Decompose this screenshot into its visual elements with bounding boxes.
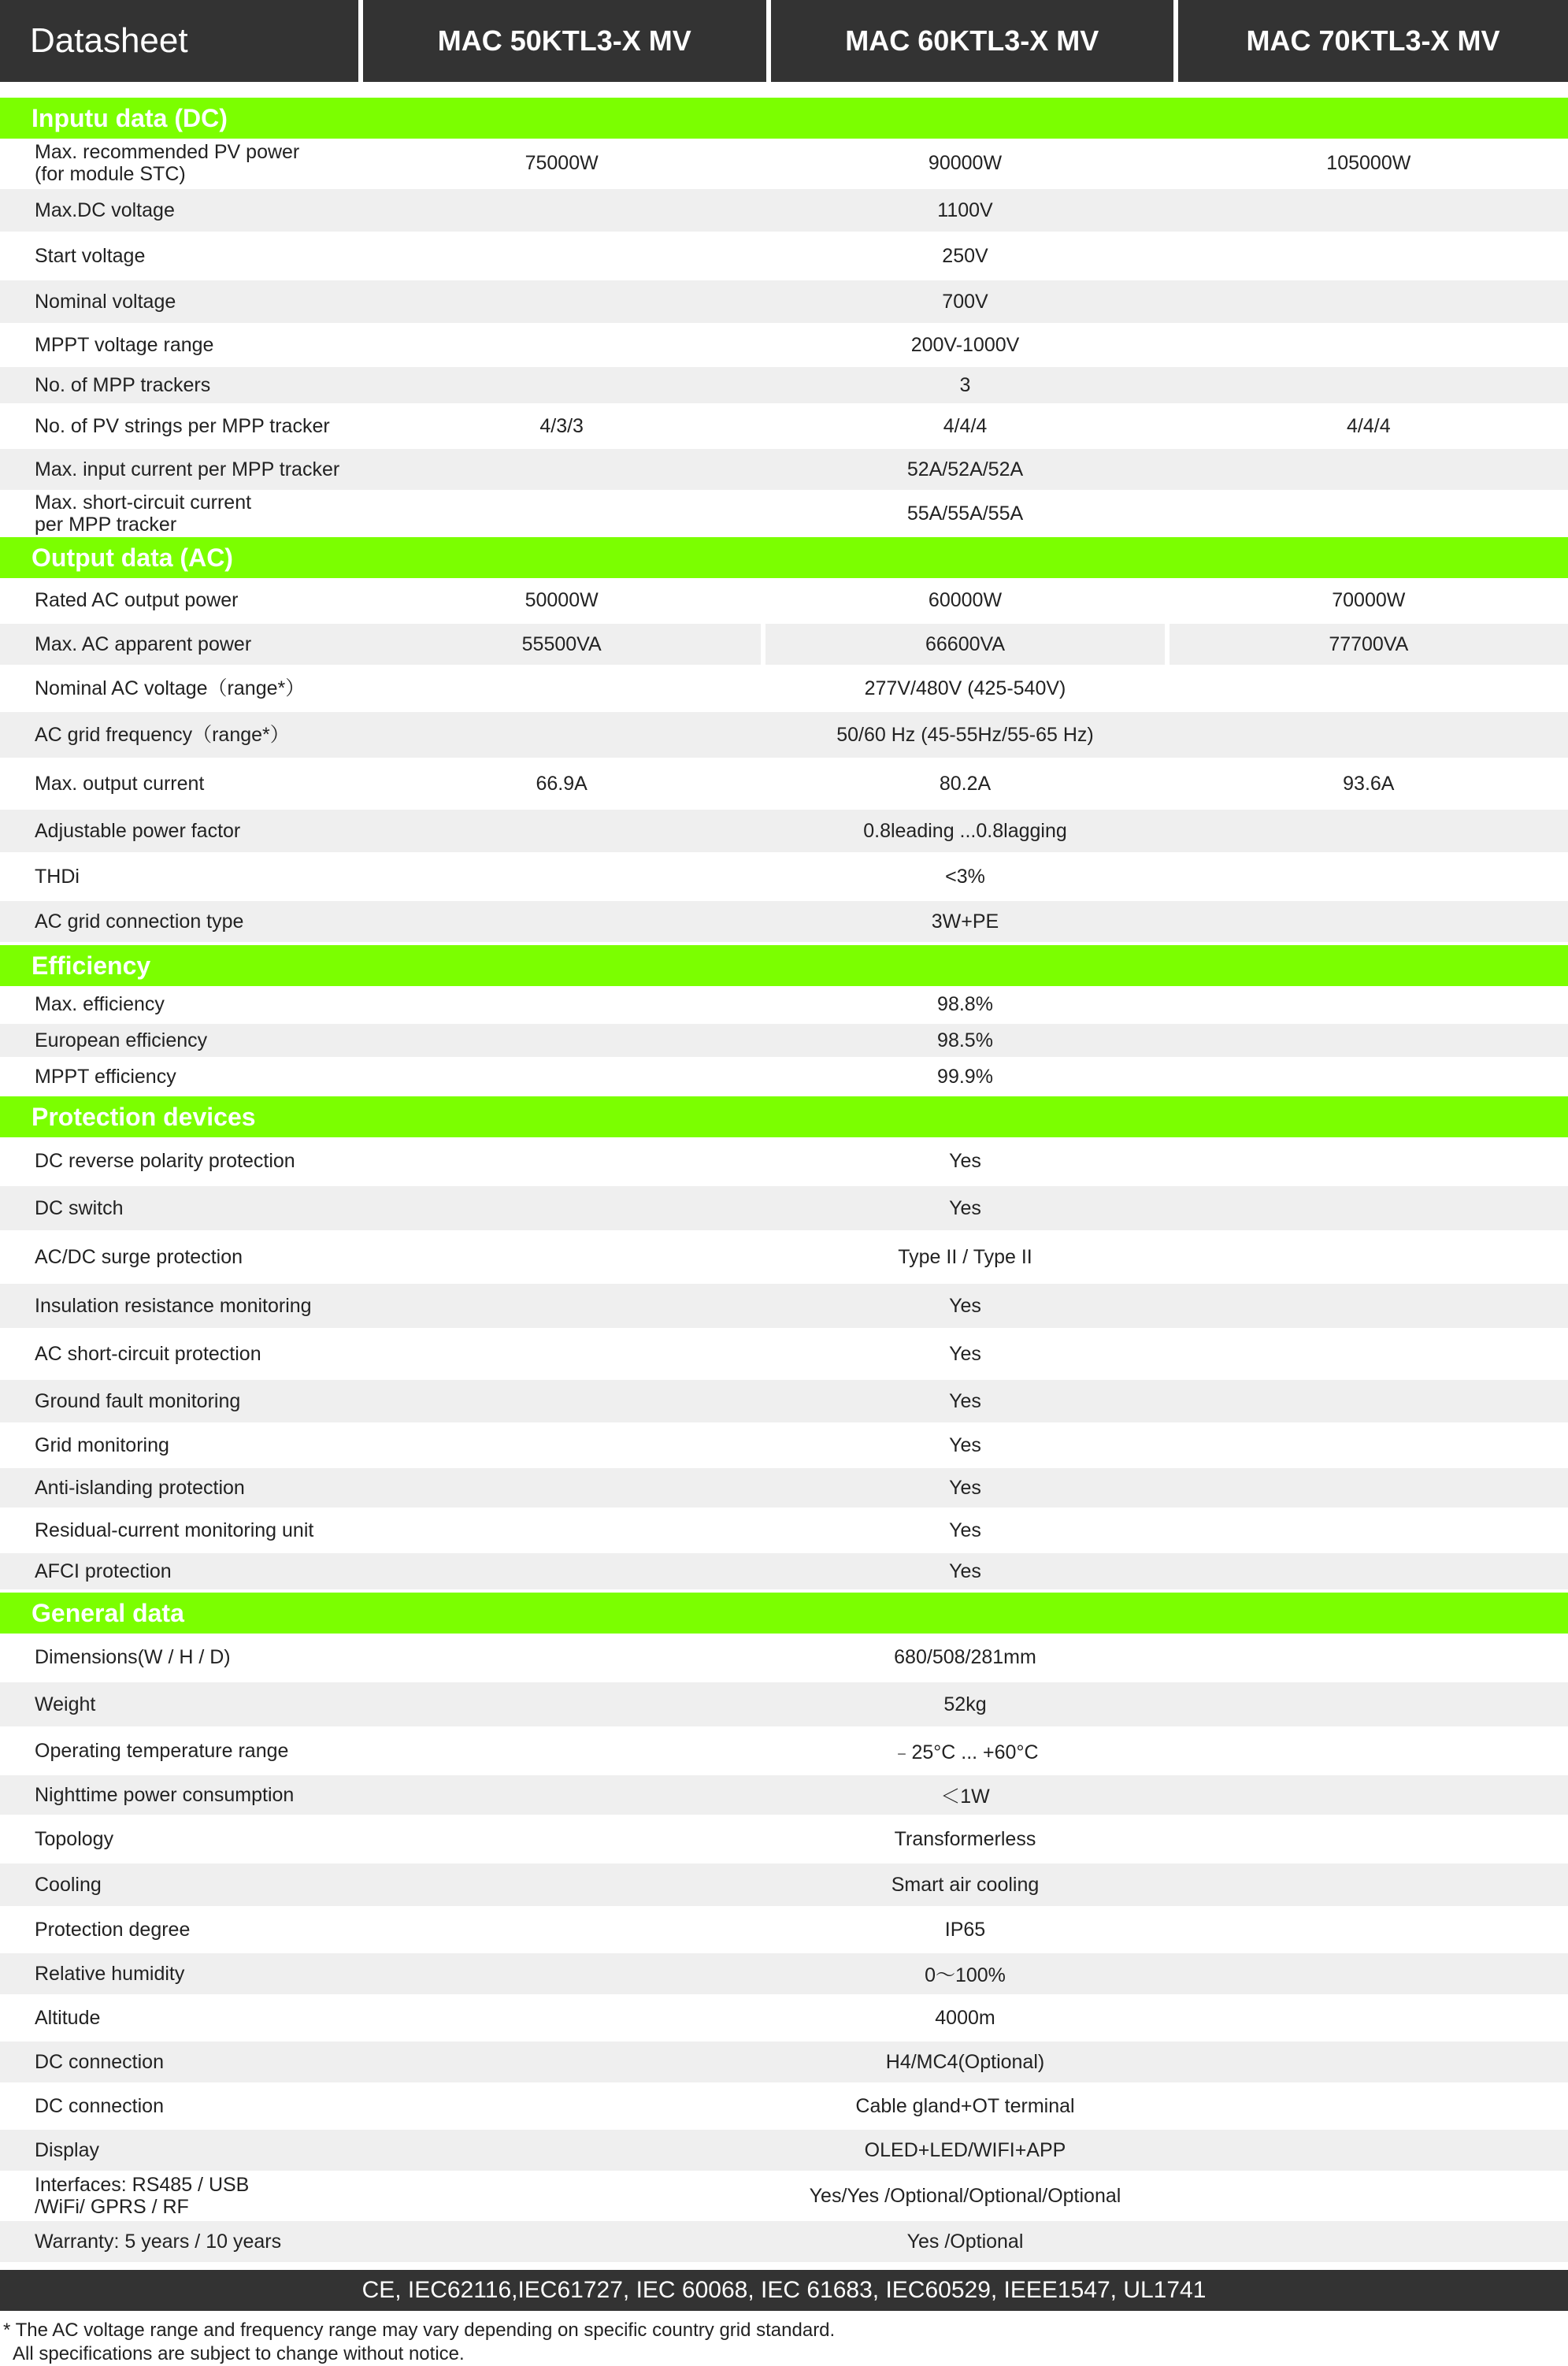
spec-value: 52kg xyxy=(362,1682,1568,1726)
spec-row xyxy=(0,624,1568,665)
spec-value: 4/4/4 xyxy=(1170,406,1568,446)
spec-value: 250V xyxy=(362,235,1568,277)
spec-label: Operating temperature range xyxy=(0,1730,362,1772)
spec-value: 3W+PE xyxy=(362,901,1568,942)
section-header: Protection devices xyxy=(0,1096,1568,1137)
spec-values xyxy=(362,624,1568,665)
spec-label: Topology xyxy=(0,1818,362,1860)
spec-value: 680/508/281mm xyxy=(362,1635,1568,1679)
spec-row xyxy=(0,1730,1568,1772)
spec-row xyxy=(0,2221,1568,2262)
spec-row xyxy=(0,668,1568,709)
spec-value: 277V/480V (425-540V) xyxy=(362,668,1568,709)
spec-label: Altitude xyxy=(0,1997,362,2038)
spec-row xyxy=(0,1864,1568,1906)
spec-values xyxy=(362,855,1568,898)
spec-values xyxy=(362,1331,1568,1377)
spec-row xyxy=(0,1331,1568,1377)
spec-row xyxy=(0,367,1568,403)
spec-values xyxy=(362,1775,1568,1815)
spec-row xyxy=(0,988,1568,1021)
spec-values xyxy=(362,1186,1568,1230)
notes xyxy=(0,2319,1568,2366)
spec-values xyxy=(362,1060,1568,1093)
spec-row xyxy=(0,1909,1568,1950)
spec-label: Nominal voltage xyxy=(0,280,362,323)
spec-value: 1100V xyxy=(362,189,1568,232)
spec-row xyxy=(0,1953,1568,1994)
spec-values xyxy=(362,2086,1568,2127)
section-header: Efficiency xyxy=(0,945,1568,986)
spec-value: 0.8leading ...0.8lagging xyxy=(362,810,1568,852)
spec-label: Warranty: 5 years / 10 years xyxy=(0,2221,362,2262)
spec-row xyxy=(0,280,1568,323)
note-line: All specifications are subject to change without notice. xyxy=(3,2343,465,2364)
spec-value: Yes xyxy=(362,1186,1568,1230)
spec-values xyxy=(362,1426,1568,1465)
spec-value: 77700VA xyxy=(1170,624,1568,665)
spec-values xyxy=(362,449,1568,490)
spec-value: 0～100% xyxy=(362,1953,1568,1994)
spec-values xyxy=(362,326,1568,364)
spec-row xyxy=(0,1818,1568,1860)
spec-label: Nominal AC voltage（range*） xyxy=(0,668,362,709)
spec-row xyxy=(0,2130,1568,2171)
spec-row xyxy=(0,1284,1568,1328)
spec-row xyxy=(0,1380,1568,1422)
spec-value: 55A/55A/55A xyxy=(362,493,1568,534)
spec-values xyxy=(362,1635,1568,1679)
spec-value: 105000W xyxy=(1170,140,1568,186)
spec-values xyxy=(362,1380,1568,1422)
datasheet-header xyxy=(0,0,1568,82)
spec-label: Insulation resistance monitoring xyxy=(0,1284,362,1328)
spec-values xyxy=(362,901,1568,942)
spec-row xyxy=(0,580,1568,621)
spec-label: Nighttime power consumption xyxy=(0,1775,362,1815)
spec-label: Adjustable power factor xyxy=(0,810,362,852)
spec-row xyxy=(0,1775,1568,1815)
spec-row xyxy=(0,1468,1568,1507)
spec-row xyxy=(0,326,1568,364)
spec-label: Relative humidity xyxy=(0,1953,362,1994)
spec-values xyxy=(362,280,1568,323)
spec-value: 60000W xyxy=(765,580,1164,621)
spec-row xyxy=(0,1511,1568,1550)
spec-label: DC connection xyxy=(0,2042,362,2082)
spec-value: 99.9% xyxy=(362,1060,1568,1093)
spec-row xyxy=(0,1060,1568,1093)
spec-row xyxy=(0,901,1568,942)
spec-value: 66600VA xyxy=(765,624,1164,665)
model-header-3: MAC 70KTL3-X MV xyxy=(1178,0,1568,82)
spec-value: <3% xyxy=(362,855,1568,898)
spec-row xyxy=(0,406,1568,446)
spec-label: AC grid connection type xyxy=(0,901,362,942)
spec-values xyxy=(362,1682,1568,1726)
section-header: Output data (AC) xyxy=(0,537,1568,578)
spec-label: AC grid frequency（range*） xyxy=(0,712,362,758)
spec-value: 98.5% xyxy=(362,1024,1568,1057)
spec-value: Yes xyxy=(362,1331,1568,1377)
spec-label: Protection degree xyxy=(0,1909,362,1950)
spec-values xyxy=(362,1468,1568,1507)
spec-row xyxy=(0,2086,1568,2127)
spec-values xyxy=(362,140,1568,186)
spec-value: Yes xyxy=(362,1553,1568,1589)
spec-values xyxy=(362,810,1568,852)
spec-values xyxy=(362,406,1568,446)
spec-value: 52A/52A/52A xyxy=(362,449,1568,490)
spec-value: 70000W xyxy=(1170,580,1568,621)
spec-values xyxy=(362,1284,1568,1328)
spec-values xyxy=(362,235,1568,277)
spec-label: AC short-circuit protection xyxy=(0,1331,362,1377)
section-header: Inputu data (DC) xyxy=(0,98,1568,139)
spec-values xyxy=(362,712,1568,758)
spec-label: AC/DC surge protection xyxy=(0,1233,362,1281)
spec-values xyxy=(362,761,1568,807)
spec-label: DC reverse polarity protection xyxy=(0,1139,362,1183)
spec-label: Interfaces: RS485 / USB /WiFi/ GPRS / RF xyxy=(0,2174,362,2218)
spec-row xyxy=(0,1139,1568,1183)
spec-value: 55500VA xyxy=(362,624,761,665)
spec-label: Max.DC voltage xyxy=(0,189,362,232)
spec-label: Display xyxy=(0,2130,362,2171)
spec-table xyxy=(0,98,1568,2262)
section-header: General data xyxy=(0,1593,1568,1634)
spec-value: 200V-1000V xyxy=(362,326,1568,364)
spec-row xyxy=(0,1024,1568,1057)
spec-label: Dimensions(W / H / D) xyxy=(0,1635,362,1679)
spec-value: Smart air cooling xyxy=(362,1864,1568,1906)
spec-value: ﹣25°C ... +60°C xyxy=(362,1730,1568,1772)
spec-row xyxy=(0,2174,1568,2218)
spec-label: MPPT efficiency xyxy=(0,1060,362,1093)
spec-values xyxy=(362,1909,1568,1950)
spec-values xyxy=(362,2042,1568,2082)
spec-label: THDi xyxy=(0,855,362,898)
spec-label: Anti-islanding protection xyxy=(0,1468,362,1507)
spec-label: Cooling xyxy=(0,1864,362,1906)
spec-value: 50/60 Hz (45-55Hz/55-65 Hz) xyxy=(362,712,1568,758)
spec-values xyxy=(362,1953,1568,1994)
spec-value: H4/MC4(Optional) xyxy=(362,2042,1568,2082)
spec-value: Transformerless xyxy=(362,1818,1568,1860)
spec-value: 98.8% xyxy=(362,988,1568,1021)
spec-values xyxy=(362,1997,1568,2038)
spec-value: 80.2A xyxy=(765,761,1164,807)
spec-value: Yes xyxy=(362,1284,1568,1328)
spec-values xyxy=(362,1730,1568,1772)
spec-value: Type II / Type II xyxy=(362,1233,1568,1281)
model-header-1: MAC 50KTL3-X MV xyxy=(363,0,766,82)
spec-values xyxy=(362,1864,1568,1906)
spec-row xyxy=(0,493,1568,534)
spec-label: No. of PV strings per MPP tracker xyxy=(0,406,362,446)
spec-row xyxy=(0,1426,1568,1465)
spec-label: Max. AC apparent power xyxy=(0,624,362,665)
spec-label: DC connection xyxy=(0,2086,362,2127)
spec-label: Max. short-circuit current per MPP tracker xyxy=(0,493,362,534)
spec-value: IP65 xyxy=(362,1909,1568,1950)
spec-values xyxy=(362,1818,1568,1860)
certifications-bar: CE, IEC62116,IEC61727, IEC 60068, IEC 61683, IEC60529, IEEE1547, UL1741 xyxy=(0,2270,1568,2311)
spec-value: 4/4/4 xyxy=(765,406,1164,446)
spec-row xyxy=(0,189,1568,232)
spec-row xyxy=(0,235,1568,277)
spec-label: MPPT voltage range xyxy=(0,326,362,364)
spec-label: DC switch xyxy=(0,1186,362,1230)
spec-value: Yes xyxy=(362,1139,1568,1183)
spec-label: Max. recommended PV power (for module STC) xyxy=(0,140,362,186)
spec-values xyxy=(362,2174,1568,2218)
spec-value: 50000W xyxy=(362,580,761,621)
spec-row xyxy=(0,761,1568,807)
spec-label: Start voltage xyxy=(0,235,362,277)
spec-label: Max. output current xyxy=(0,761,362,807)
spec-label: Max. efficiency xyxy=(0,988,362,1021)
spec-values xyxy=(362,1024,1568,1057)
spec-label: European efficiency xyxy=(0,1024,362,1057)
spec-row xyxy=(0,810,1568,852)
spec-values xyxy=(362,1233,1568,1281)
spec-label: Max. input current per MPP tracker xyxy=(0,449,362,490)
spec-values xyxy=(362,580,1568,621)
spec-value: Yes/Yes /Optional/Optional/Optional xyxy=(362,2174,1568,2218)
spec-row xyxy=(0,1997,1568,2038)
spec-label: Ground fault monitoring xyxy=(0,1380,362,1422)
spec-values xyxy=(362,189,1568,232)
spec-value: Cable gland+OT terminal xyxy=(362,2086,1568,2127)
model-header-2: MAC 60KTL3-X MV xyxy=(771,0,1174,82)
spec-row xyxy=(0,1553,1568,1589)
spec-row xyxy=(0,1233,1568,1281)
spec-value: 4000m xyxy=(362,1997,1568,2038)
spec-row xyxy=(0,1186,1568,1230)
spec-value: 93.6A xyxy=(1170,761,1568,807)
spec-row xyxy=(0,449,1568,490)
datasheet-title: Datasheet xyxy=(0,0,358,82)
spec-label: Rated AC output power xyxy=(0,580,362,621)
spec-value: 90000W xyxy=(765,140,1164,186)
spec-value: ＜1W xyxy=(362,1775,1568,1815)
spec-values xyxy=(362,2130,1568,2171)
spec-value: Yes /Optional xyxy=(362,2221,1568,2262)
note-line: * The AC voltage range and frequency range may vary depending on specific country grid standard. xyxy=(3,2320,836,2341)
spec-label: No. of MPP trackers xyxy=(0,367,362,403)
spec-row xyxy=(0,712,1568,758)
spec-values xyxy=(362,988,1568,1021)
spec-values xyxy=(362,1139,1568,1183)
spec-value: Yes xyxy=(362,1468,1568,1507)
spec-values xyxy=(362,2221,1568,2262)
spec-value: 66.9A xyxy=(362,761,761,807)
spec-value: 75000W xyxy=(362,140,761,186)
spec-value: OLED+LED/WIFI+APP xyxy=(362,2130,1568,2171)
spec-label: Residual-current monitoring unit xyxy=(0,1511,362,1550)
spec-row xyxy=(0,855,1568,898)
spec-value: 700V xyxy=(362,280,1568,323)
spec-values xyxy=(362,367,1568,403)
spec-values xyxy=(362,493,1568,534)
spec-values xyxy=(362,668,1568,709)
spec-label: Grid monitoring xyxy=(0,1426,362,1465)
spec-row xyxy=(0,1635,1568,1679)
spec-values xyxy=(362,1553,1568,1589)
spec-value: 3 xyxy=(362,367,1568,403)
spec-value: Yes xyxy=(362,1380,1568,1422)
spec-value: 4/3/3 xyxy=(362,406,761,446)
spec-row xyxy=(0,2042,1568,2082)
spec-row xyxy=(0,140,1568,186)
spec-label: AFCI protection xyxy=(0,1553,362,1589)
spec-value: Yes xyxy=(362,1511,1568,1550)
spec-label: Weight xyxy=(0,1682,362,1726)
spec-values xyxy=(362,1511,1568,1550)
spec-value: Yes xyxy=(362,1426,1568,1465)
spec-row xyxy=(0,1682,1568,1726)
